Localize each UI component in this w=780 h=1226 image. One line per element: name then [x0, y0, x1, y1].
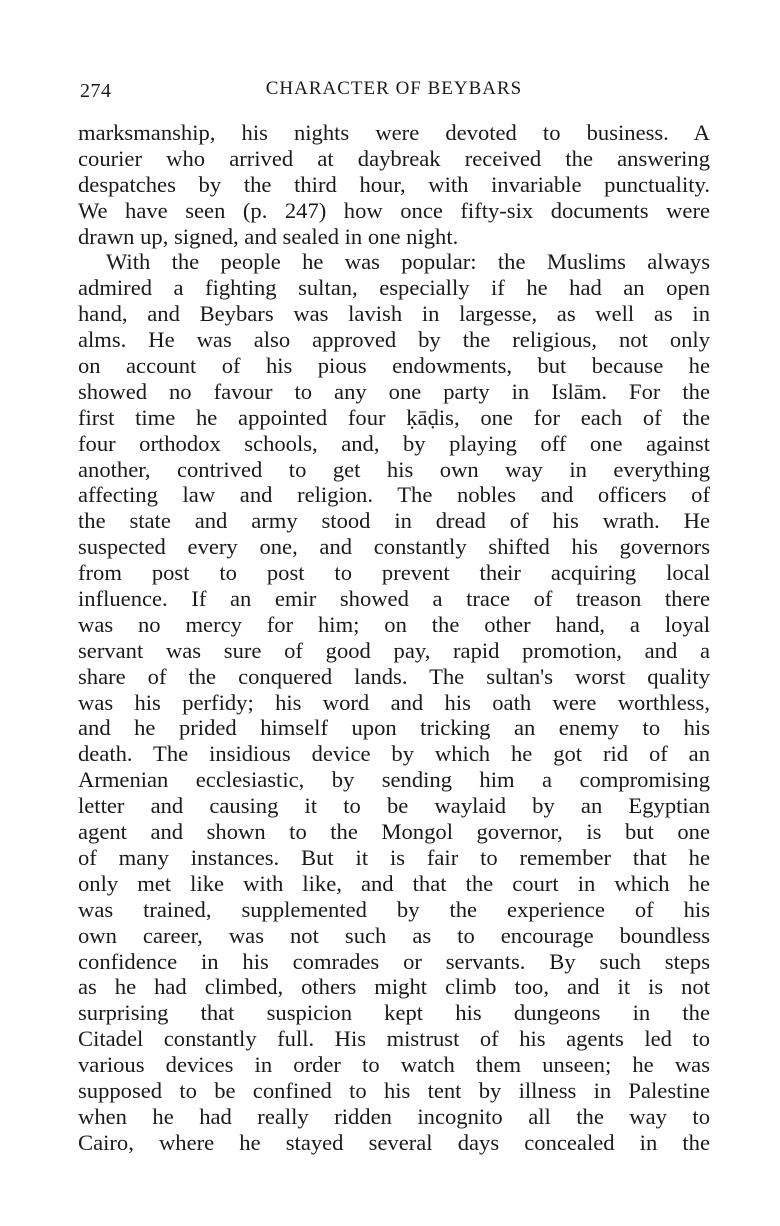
text-line: drawn up, signed, and sealed in one night.: [78, 223, 459, 249]
text-line: suspected every one, and constantly shifted his governors: [78, 534, 710, 560]
text-line: and he prided himself upon tricking an enemy to his: [78, 715, 710, 741]
text-line: from post to post to prevent their acquiring local: [78, 560, 710, 586]
text-line: servant was sure of good pay, rapid promotion, and a: [78, 637, 710, 663]
text-line: Citadel constantly full. His mistrust of his agents led to: [78, 1026, 710, 1052]
text-line: the state and army stood in dread of his wrath. He: [78, 508, 710, 534]
text-line: affecting law and religion. The nobles and officers of: [78, 482, 710, 508]
text-line: courier who arrived at daybreak received the answering: [78, 145, 710, 171]
text-line: influence. If an emir showed a trace of treason there: [78, 586, 710, 612]
text-line: as he had climbed, others might climb too, and it is not: [78, 974, 710, 1000]
text-line: alms. He was also approved by the religious, not only: [78, 327, 710, 353]
page-number: 274: [80, 80, 112, 102]
text-line: admired a fighting sultan, especially if he had an open: [78, 275, 710, 301]
text-line: was no mercy for him; on the other hand, a loyal: [78, 611, 710, 637]
text-line: death. The insidious device by which he got rid of an: [78, 741, 710, 767]
text-line: four orthodox schools, and, by playing off one against: [78, 430, 710, 456]
running-title: CHARACTER OF BEYBARS: [265, 78, 523, 99]
text-line: showed no favour to any one party in Islām. For the: [78, 378, 710, 404]
text-line: own career, was not such as to encourage boundless: [78, 922, 710, 948]
text-line: agent and shown to the Mongol governor, is but one: [78, 819, 710, 845]
text-line: Cairo, where he stayed several days concealed in the: [78, 1129, 710, 1155]
text-line: only met like with like, and that the court in which he: [78, 870, 710, 896]
text-line: another, contrived to get his own way in everything: [78, 456, 710, 482]
text-line: supposed to be confined to his tent by illness in Palestine: [78, 1077, 710, 1103]
text-line: letter and causing it to be waylaid by an Egyptian: [78, 793, 710, 819]
text-line: confidence in his comrades or servants. By such steps: [78, 948, 710, 974]
text-line: surprising that suspicion kept his dungeons in the: [78, 1000, 710, 1026]
text-line: on account of his pious endowments, but because he: [78, 353, 710, 379]
body-text: [78, 120, 710, 1156]
text-line: when he had really ridden incognito all the way to: [78, 1103, 710, 1129]
text-line: various devices in order to watch them unseen; he was: [78, 1052, 710, 1078]
text-line: hand, and Beybars was lavish in largesse, as well as in: [78, 301, 710, 327]
text-line: of many instances. But it is fair to remember that he: [78, 844, 710, 870]
text-line: first time he appointed four ḳāḍis, one for each of the: [78, 404, 710, 430]
text-line: share of the conquered lands. The sultan's worst quality: [78, 663, 710, 689]
text-line: With the people he was popular: the Muslims always: [106, 249, 710, 275]
text-line: was his perfidy; his word and his oath were worthless,: [78, 689, 710, 715]
text-line: We have seen (p. 247) how once fifty-six documents were: [78, 197, 710, 223]
text-line: marksmanship, his nights were devoted to business. A: [78, 120, 710, 145]
text-line: was trained, supplemented by the experience of his: [78, 896, 710, 922]
book-page: [78, 72, 710, 1156]
text-line: despatches by the third hour, with invariable punctuality.: [78, 171, 710, 197]
text-line: Armenian ecclesiastic, by sending him a compromising: [78, 767, 710, 793]
running-head: [78, 72, 710, 112]
